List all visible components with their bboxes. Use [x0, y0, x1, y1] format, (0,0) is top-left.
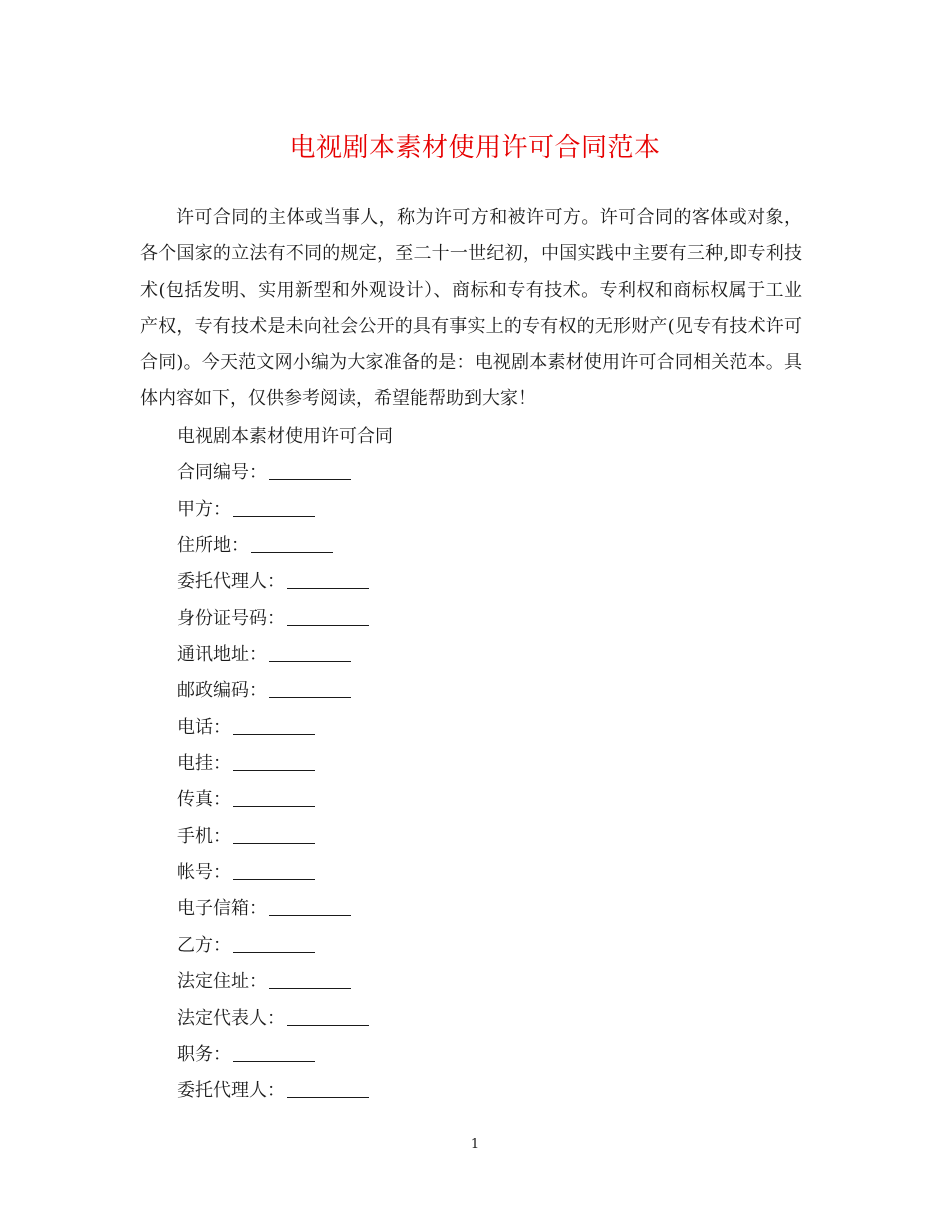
field-label: 法定住址：	[177, 971, 267, 993]
field-mailing-address	[177, 637, 777, 673]
intro-paragraph: 许可合同的主体或当事人，称为许可方和被许可方。许可合同的客体或对象，各个国家的立法有不同的规定，至二十一世纪初，中国实践中主要有三种,即专利技术(包括发明、实用新型和外观设计）、商标和专有技术。专利权和商标权属于工业产权，专有技术是未向社会公开的具有事实上的专有权的无形财产(见专有技术许可合同)。今天范文网小编为大家准备的是：电视剧本素材使用许可合同相关范本。具体内容如下，仅供参考阅读，希望能帮助到大家！	[140, 207, 802, 410]
field-residence	[177, 528, 777, 564]
field-label: 职务：	[177, 1043, 231, 1065]
fill-in-blank	[233, 805, 315, 807]
field-label: 手机：	[177, 825, 231, 847]
field-label: 委托代理人：	[177, 1080, 285, 1102]
field-party-b	[177, 928, 777, 964]
fill-in-blank	[233, 1060, 315, 1062]
fill-in-blank	[251, 551, 333, 553]
field-id-number	[177, 601, 777, 637]
fill-in-blank	[233, 769, 315, 771]
field-label: 电话：	[177, 716, 231, 738]
field-legal-representative	[177, 1001, 777, 1037]
field-position	[177, 1037, 777, 1073]
fill-in-blank	[269, 696, 351, 698]
field-label: 电挂：	[177, 753, 231, 775]
field-fax	[177, 782, 777, 818]
fill-in-blank	[287, 1096, 369, 1098]
field-contract-number	[177, 455, 777, 491]
fill-in-blank	[269, 478, 351, 480]
field-label: 法定代表人：	[177, 1007, 285, 1029]
fill-in-blank	[233, 515, 315, 517]
fill-in-blank	[233, 951, 315, 953]
fill-in-blank	[287, 1024, 369, 1026]
field-label: 住所地：	[177, 535, 249, 557]
field-label: 邮政编码：	[177, 680, 267, 702]
field-label: 委托代理人：	[177, 571, 285, 593]
fill-in-blank	[269, 660, 351, 662]
fill-in-blank	[233, 733, 315, 735]
field-label: 电子信箱：	[177, 898, 267, 920]
field-label: 通讯地址：	[177, 644, 267, 666]
field-agent-a	[177, 564, 777, 600]
field-party-a	[177, 492, 777, 528]
field-label: 身份证号码：	[177, 607, 285, 629]
page-number: 1	[470, 1137, 480, 1152]
fill-in-blank	[269, 987, 351, 989]
field-phone	[177, 710, 777, 746]
contract-heading: 电视剧本素材使用许可合同	[177, 426, 393, 447]
fill-in-blank	[287, 624, 369, 626]
fill-in-blank	[287, 587, 369, 589]
field-account	[177, 855, 777, 891]
field-postal-code	[177, 673, 777, 709]
field-label: 甲方：	[177, 498, 231, 520]
field-mobile	[177, 819, 777, 855]
document-title: 电视剧本素材使用许可合同范本	[289, 133, 661, 163]
field-legal-address	[177, 964, 777, 1000]
fill-in-blank	[269, 914, 351, 916]
contract-field-list	[177, 419, 777, 1110]
field-email	[177, 891, 777, 927]
fill-in-blank	[233, 878, 315, 880]
field-label: 合同编号：	[177, 462, 267, 484]
field-label: 传真：	[177, 789, 231, 811]
field-label: 帐号：	[177, 862, 231, 884]
field-agent-b	[177, 1073, 777, 1109]
fill-in-blank	[233, 842, 315, 844]
field-label: 乙方：	[177, 934, 231, 956]
field-telegraph	[177, 746, 777, 782]
